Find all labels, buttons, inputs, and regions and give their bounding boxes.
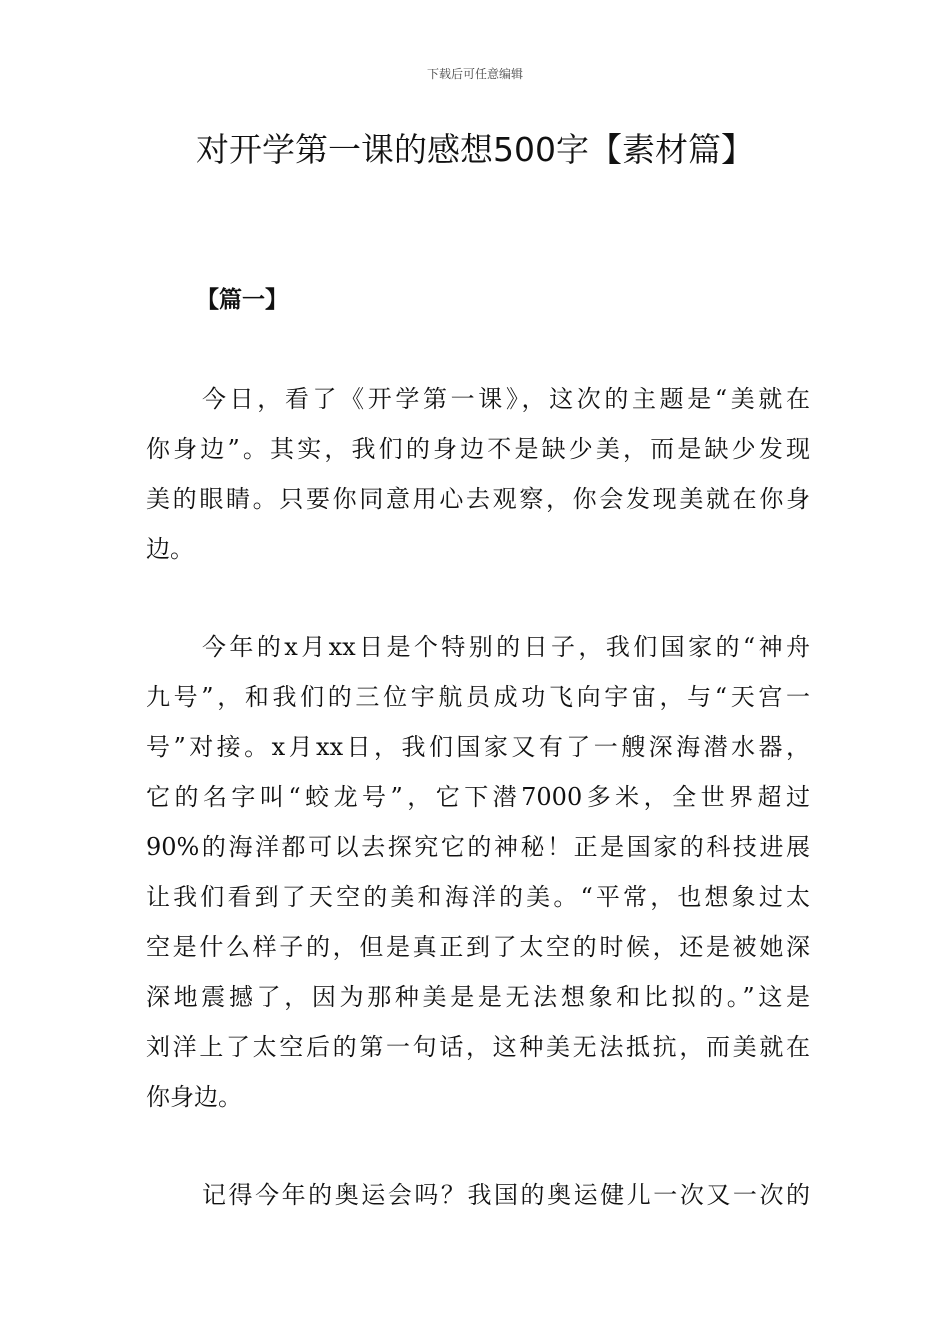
section-heading: 【篇一】 bbox=[196, 287, 288, 313]
paragraph-line: 今日，看了《开学第一课》，这次的主题是“美就在 bbox=[202, 385, 810, 413]
paragraph-line: 边。 bbox=[146, 535, 194, 563]
document-title: 对开学第一课的感想500字【素材篇】 bbox=[196, 130, 754, 169]
paragraph-line: 让我们看到了天空的美和海洋的美。“平常，也想象过太 bbox=[146, 883, 810, 911]
paragraph-3 bbox=[146, 1170, 810, 1220]
paragraph-line: 你身边”。其实，我们的身边不是缺少美，而是缺少发现 bbox=[146, 435, 810, 463]
paragraph-line: 刘洋上了太空后的第一句话，这种美无法抵抗，而美就在 bbox=[146, 1033, 810, 1061]
paragraph-line: 今年的x月xx日是个特别的日子，我们国家的“神舟 bbox=[202, 633, 810, 661]
paragraph-line: 你身边。 bbox=[146, 1083, 242, 1111]
paragraph-line: 90%的海洋都可以去探究它的神秘！正是国家的科技进展 bbox=[146, 833, 810, 861]
paragraph-line: 深地震撼了，因为那种美是是无法想象和比拟的。”这是 bbox=[146, 983, 810, 1011]
header-note: 下载后可任意编辑 bbox=[426, 67, 523, 81]
paragraph-line: 它的名字叫“蛟龙号”，它下潜7000多米，全世界超过 bbox=[146, 783, 810, 811]
paragraph-line: 美的眼睛。只要你同意用心去观察，你会发现美就在你身 bbox=[146, 485, 810, 513]
paragraph-line: 空是什么样子的，但是真正到了太空的时候，还是被她深 bbox=[146, 933, 810, 961]
paragraph-2 bbox=[146, 622, 810, 1122]
paragraph-line: 记得今年的奥运会吗？我国的奥运健儿一次又一次的 bbox=[202, 1181, 810, 1209]
paragraph-line: 号”对接。x月xx日，我们国家又有了一艘深海潜水器， bbox=[146, 733, 810, 761]
paragraph-1 bbox=[146, 374, 810, 574]
paragraph-line: 九号”，和我们的三位宇航员成功飞向宇宙，与“天宫一 bbox=[146, 683, 810, 711]
